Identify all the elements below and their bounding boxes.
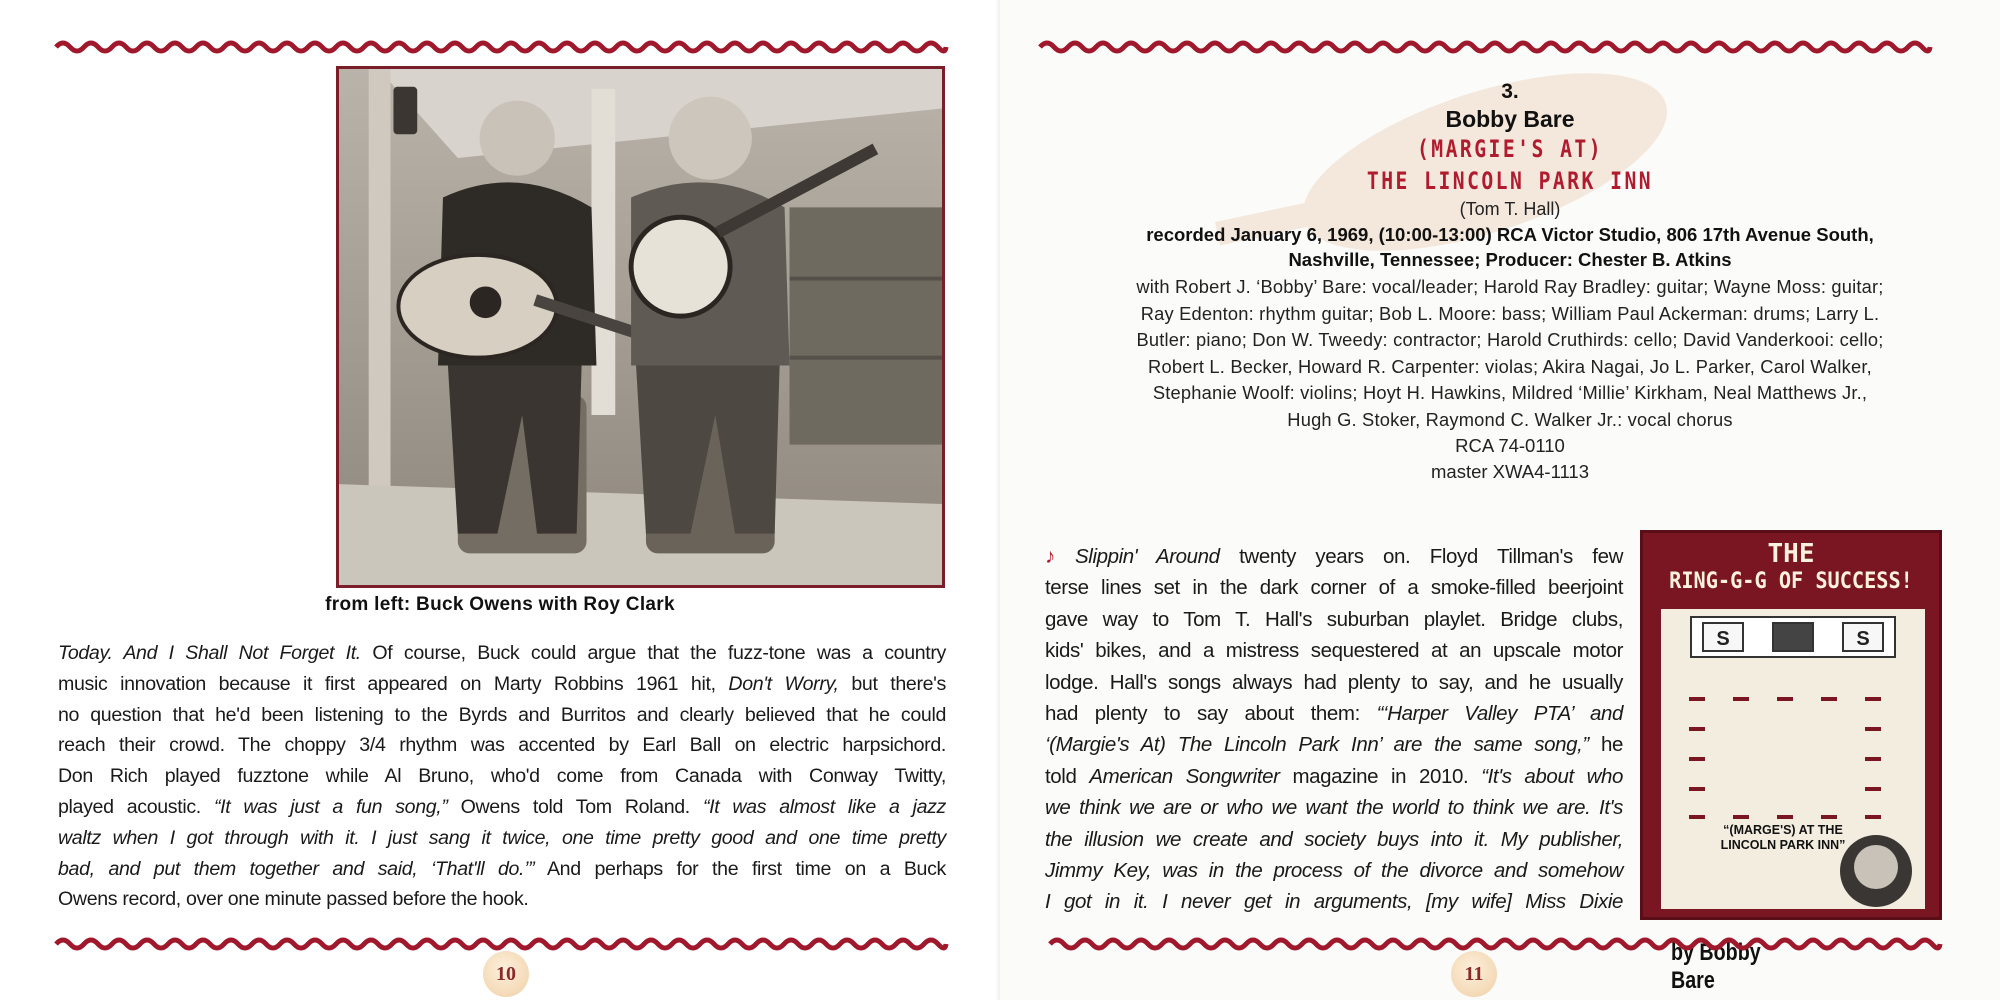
photo-buck-owens-roy-clark bbox=[336, 66, 945, 588]
personnel-line: Hugh G. Stoker, Raymond C. Walker Jr.: vocal chorus bbox=[1287, 408, 1733, 430]
text-line bbox=[1045, 572, 1623, 603]
text-segment: waltz when I got through with it. I just sang it twice, one time pretty good and one time pretty bbox=[58, 826, 946, 849]
text-segment: Today. And I Shall Not Forget It. bbox=[58, 642, 361, 664]
text-segment: “It's about who bbox=[1481, 764, 1624, 788]
personnel-list bbox=[1040, 274, 1980, 433]
text-segment: terse lines set in the dark corner of a smoke-filled beerjoint bbox=[1045, 576, 1623, 600]
text-segment: but there's bbox=[838, 672, 946, 695]
text-line bbox=[1045, 698, 1623, 729]
text-segment: the illusion we create and society buys into it. My publisher, bbox=[1045, 827, 1623, 851]
personnel-line: Stephanie Woolf: violins; Hoyt H. Hawkins, Mildred ‘Millie’ Kirkham, Neal Matthews Jr., bbox=[1152, 382, 1868, 403]
track-info bbox=[1040, 80, 1980, 485]
text-line bbox=[1045, 886, 1623, 917]
text-segment: Don't Worry, bbox=[728, 672, 839, 695]
left-body-text bbox=[58, 638, 946, 915]
text-segment: gave way to Tom T. Hall's suburban playlet. Bridge clubs, bbox=[1045, 607, 1623, 631]
music-note-icon: ♪ bbox=[1045, 545, 1070, 568]
text-segment: bad, and put them together and said, ‘That'll do.’” bbox=[58, 857, 535, 880]
text-segment: lodge. Hall's songs always had plenty to say, and he usually bbox=[1045, 670, 1623, 694]
text-segment: he bbox=[1588, 733, 1623, 757]
text-line bbox=[58, 854, 946, 885]
text-line bbox=[58, 638, 946, 669]
text-segment: Of course, Buck could argue that the fuzz-tone was a country bbox=[360, 642, 947, 664]
cover-artist: by Bobby Bare bbox=[1671, 939, 1761, 994]
text-line bbox=[1045, 729, 1623, 760]
text-segment: told bbox=[1045, 764, 1090, 788]
photo-caption: from left: Buck Owens with Roy Clark bbox=[325, 594, 675, 615]
recording-line: Nashville, Tennessee; Producer: Chester B. Atkins bbox=[1288, 249, 1732, 270]
text-line bbox=[1045, 635, 1623, 666]
track-artist: Bobby Bare bbox=[1445, 106, 1575, 132]
page-number-right: 11 bbox=[1451, 951, 1497, 997]
track-title-line2: THE LINCOLN PARK INN bbox=[1366, 167, 1654, 195]
catalog-number: RCA 74-0110 bbox=[1455, 435, 1565, 456]
text-line bbox=[1045, 824, 1623, 855]
text-line bbox=[1045, 792, 1623, 823]
text-segment: kids' bikes, and a mistress sequestered at an upscale motor bbox=[1045, 639, 1623, 663]
bottom-wavy-border-right bbox=[1050, 935, 1940, 953]
text-line bbox=[1045, 855, 1623, 886]
text-segment: And perhaps for the first time on a Buck bbox=[534, 857, 946, 880]
svg-text:S: S bbox=[1716, 628, 1730, 650]
track-number: 3. bbox=[1501, 80, 1519, 103]
top-wavy-border bbox=[56, 38, 946, 56]
text-segment: Jimmy Key, was in the process of the divorce and somehow bbox=[1045, 859, 1623, 883]
text-line bbox=[58, 884, 946, 915]
text-line bbox=[1045, 541, 1623, 572]
text-line bbox=[1045, 667, 1623, 698]
cover-title-line1: THE bbox=[1767, 539, 1815, 569]
personnel-line: Butler: piano; Don W. Tweedy: contractor; Harold Cruthirds: cello; David Vanderkooi: cello; bbox=[1136, 329, 1884, 350]
cover-panel bbox=[1661, 609, 1925, 994]
text-line bbox=[1045, 761, 1623, 792]
personnel-line: Ray Edenton: rhythm guitar; Bob L. Moore: bass; William Paul Ackerman: drums; Larry L. bbox=[1140, 302, 1880, 324]
page-number-left: 10 bbox=[483, 951, 529, 997]
text-segment: played acoustic. bbox=[58, 795, 214, 818]
text-line bbox=[58, 730, 946, 761]
bottom-wavy-border bbox=[56, 935, 946, 953]
personnel-line: with Robert J. ‘Bobby’ Bare: vocal/leader; Harold Ray Bradley: guitar; Wayne Moss: guitar; bbox=[1136, 276, 1884, 297]
text-segment: Don Rich played fuzztone while Al Bruno, who'd come from Canada with Conway Twitty, bbox=[58, 765, 946, 788]
text-segment: Slippin' Around bbox=[1075, 545, 1220, 568]
text-line bbox=[58, 761, 946, 792]
text-segment: Owens told Tom Roland. bbox=[447, 795, 703, 818]
text-segment: reach their crowd. The choppy 3/4 rhythm was accented by Earl Ball on electric harpsichord. bbox=[58, 734, 946, 757]
text-segment: ‘(Margie's At) The Lincoln Park Inn’ are the same song,” bbox=[1045, 733, 1589, 757]
text-segment: magazine in 2010. bbox=[1279, 764, 1482, 788]
text-line bbox=[58, 700, 946, 731]
text-segment: I got in it. I never get in arguments, [my wife] Miss Dixie bbox=[1045, 890, 1623, 914]
text-line bbox=[1045, 604, 1623, 635]
text-segment: “It was just a fun song,” bbox=[213, 795, 448, 818]
top-wavy-border-right bbox=[1040, 38, 1930, 56]
composer: (Tom T. Hall) bbox=[1459, 199, 1561, 219]
recording-details bbox=[1040, 222, 1980, 272]
personnel-line: Robert L. Becker, Howard R. Carpenter: violas; Akira Nagai, Jo L. Parker, Carol Walker, bbox=[1148, 355, 1872, 377]
text-segment: American Songwriter bbox=[1089, 764, 1280, 788]
cover-song-label: “(MARGE'S) AT THE LINCOLN PARK INN” bbox=[1720, 823, 1846, 852]
text-segment: no question that he'd been listening to the Byrds and Burritos and clearly believed that he could bbox=[58, 703, 946, 726]
cover-title-line2: RING-G-G OF SUCCESS! bbox=[1669, 569, 1913, 594]
text-segment: twenty years on. Floyd Tillman's few bbox=[1219, 545, 1623, 568]
text-line bbox=[58, 823, 946, 854]
text-line bbox=[58, 792, 946, 823]
text-line bbox=[58, 669, 946, 700]
slot-machine-graphic bbox=[1661, 609, 1925, 909]
master-number: master XWA4-1113 bbox=[1431, 461, 1589, 482]
text-segment: Owens record, over one minute passed before the hook. bbox=[58, 888, 529, 911]
record-cover-image bbox=[1640, 530, 1942, 994]
right-body-text bbox=[1045, 541, 1623, 918]
recording-line: recorded January 6, 1969, (10:00-13:00) RCA Victor Studio, 806 17th Avenue South, bbox=[1146, 224, 1874, 245]
text-segment: had plenty to say about them: bbox=[1045, 702, 1377, 726]
text-segment: “‘Harper Valley PTA’ and bbox=[1376, 702, 1623, 726]
track-title-line1: (MARGIE'S AT) bbox=[1416, 135, 1604, 163]
svg-text:S: S bbox=[1856, 628, 1870, 650]
text-segment: music innovation because it first appeared on Marty Robbins 1961 hit, bbox=[58, 672, 729, 695]
text-segment: we think we are or who we want the world to think we are. It's bbox=[1045, 796, 1623, 820]
text-segment: “It was almost like a jazz bbox=[702, 795, 947, 818]
